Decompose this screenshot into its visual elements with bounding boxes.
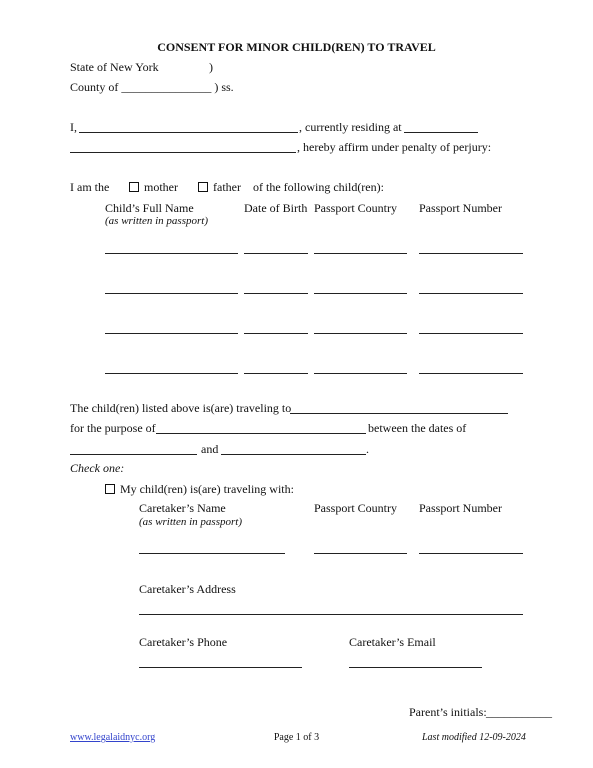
dates-label: between the dates of: [368, 421, 467, 435]
caretaker-phone-label: Caretaker’s Phone: [139, 635, 228, 649]
father-label: father: [213, 180, 241, 194]
father-checkbox[interactable]: [198, 182, 208, 192]
mother-label: mother: [144, 180, 178, 194]
state-paren: ): [209, 60, 213, 74]
footer-last-modified: Last modified 12-09-2024: [422, 732, 526, 743]
header-dob: Date of Birth: [244, 201, 308, 215]
and-label: and: [201, 442, 219, 456]
purpose-blank[interactable]: [156, 433, 366, 434]
child-1-country-blank[interactable]: [314, 253, 407, 254]
caretaker-number-blank[interactable]: [419, 553, 523, 554]
initials-label: Parent’s initials:: [409, 705, 487, 719]
caretaker-country-blank[interactable]: [314, 553, 407, 554]
child-3-dob-blank[interactable]: [244, 333, 308, 334]
child-4-dob-blank[interactable]: [244, 373, 308, 374]
caretaker-address-blank[interactable]: [139, 614, 523, 615]
footer-website-link[interactable]: www.legalaidnyc.org: [70, 732, 156, 743]
caretaker-email-blank[interactable]: [349, 667, 482, 668]
child-3-name-blank[interactable]: [105, 333, 238, 334]
caretaker-option[interactable]: [105, 482, 294, 496]
caretaker-option-label: My child(ren) is(are) traveling with:: [120, 482, 294, 496]
child-4-number-blank[interactable]: [419, 373, 523, 374]
end-date-blank[interactable]: [221, 454, 366, 455]
i-am-the-label: I am the: [70, 180, 110, 194]
header-passport-country: Passport Country: [314, 201, 398, 215]
destination-label: The child(ren) listed above is(are) traveling to: [70, 401, 292, 415]
affirm-residing: , currently residing at: [299, 120, 402, 134]
caretaker-passport-country-label: Passport Country: [314, 501, 398, 515]
caretaker-email-label: Caretaker’s Email: [349, 635, 436, 649]
header-child-name: Child’s Full Name: [105, 201, 194, 215]
caretaker-passport-number-label: Passport Number: [419, 501, 502, 515]
caretaker-name-note: (as written in passport): [139, 516, 242, 528]
check-one-label: Check one:: [70, 461, 125, 475]
purpose-label: for the purpose of: [70, 421, 156, 435]
caretaker-name-label: Caretaker’s Name: [139, 501, 226, 515]
caretaker-phone-blank[interactable]: [139, 667, 302, 668]
child-2-country-blank[interactable]: [314, 293, 407, 294]
child-3-country-blank[interactable]: [314, 333, 407, 334]
residence-blank-1[interactable]: [404, 132, 478, 133]
affirm-prefix: I,: [70, 120, 77, 134]
caretaker-address-label: Caretaker’s Address: [139, 582, 236, 596]
child-1-dob-blank[interactable]: [244, 253, 308, 254]
footer-page-number: Page 1 of 3: [273, 732, 320, 743]
child-2-name-blank[interactable]: [105, 293, 238, 294]
child-1-number-blank[interactable]: [419, 253, 523, 254]
mother-option[interactable]: [129, 180, 178, 194]
residence-blank-2[interactable]: [70, 152, 296, 153]
child-4-country-blank[interactable]: [314, 373, 407, 374]
state-label: State of New York: [70, 60, 159, 74]
children-label: of the following child(ren):: [253, 180, 384, 194]
header-child-note: (as written in passport): [105, 215, 208, 227]
document-title: CONSENT FOR MINOR CHILD(REN) TO TRAVEL: [157, 40, 436, 54]
child-2-dob-blank[interactable]: [244, 293, 308, 294]
affirm-perjury: , hereby affirm under penalty of perjury:: [297, 140, 492, 154]
child-2-number-blank[interactable]: [419, 293, 523, 294]
county-label: County of _______________ ) ss.: [70, 80, 234, 94]
father-option[interactable]: [198, 180, 241, 194]
header-passport-number: Passport Number: [419, 201, 502, 215]
child-4-name-blank[interactable]: [105, 373, 238, 374]
child-3-number-blank[interactable]: [419, 333, 523, 334]
caretaker-checkbox[interactable]: [105, 484, 115, 494]
parent-name-blank[interactable]: [79, 132, 298, 133]
period-label: .: [366, 442, 369, 456]
child-1-name-blank[interactable]: [105, 253, 238, 254]
start-date-blank[interactable]: [70, 454, 197, 455]
initials-blank[interactable]: ___________: [486, 705, 552, 719]
caretaker-name-blank[interactable]: [139, 553, 285, 554]
mother-checkbox[interactable]: [129, 182, 139, 192]
destination-blank[interactable]: [290, 413, 508, 414]
